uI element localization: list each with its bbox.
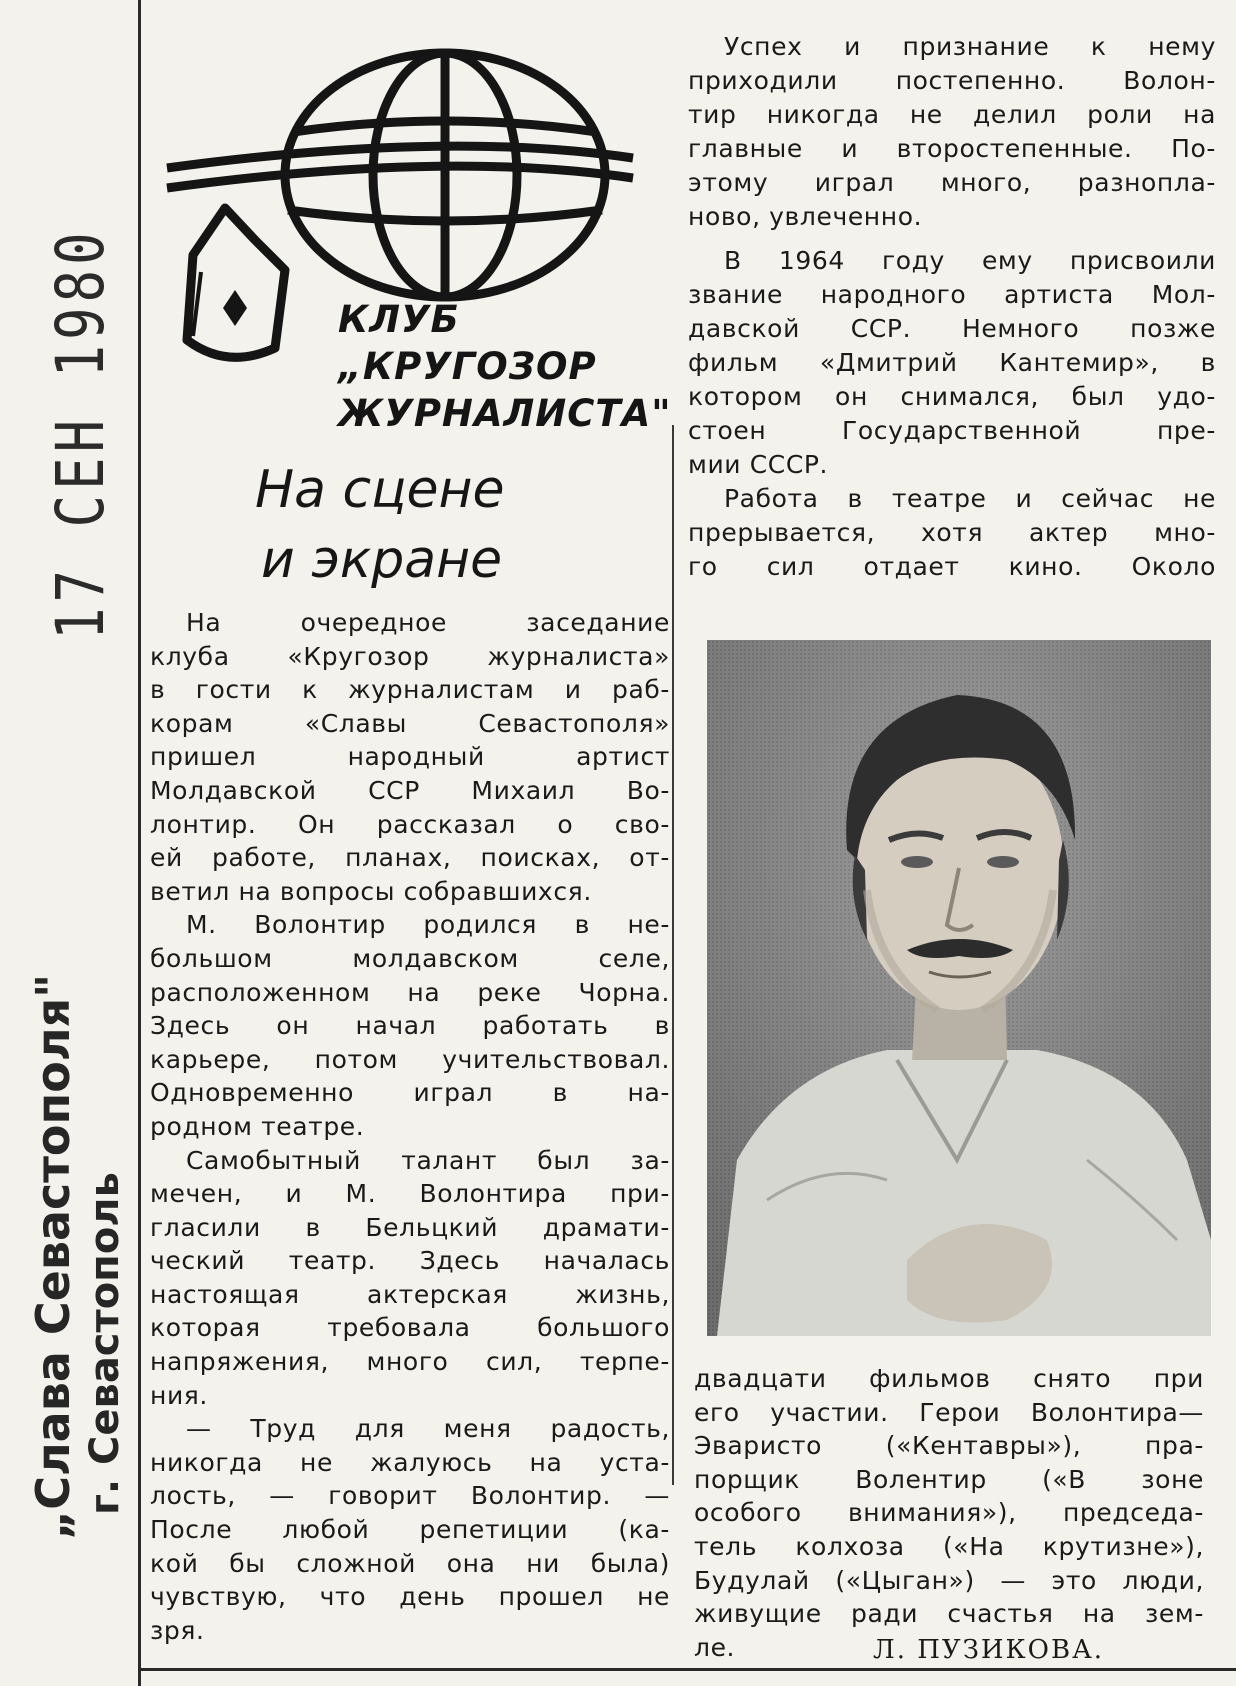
text-line: зря.: [150, 1615, 205, 1645]
archive-stamp-strip: [0, 0, 141, 1686]
text-line: расположенном на реке Чорна.: [150, 977, 670, 1007]
text-line: фильм «Дмитрий Кантемир», в: [688, 348, 1216, 377]
text-line: Работа в театре и сейчас не: [724, 484, 1216, 513]
text-line: родном театре.: [150, 1111, 365, 1141]
article-left-column: [150, 606, 670, 1647]
text-line: На очередное заседание: [186, 608, 670, 637]
text-line: приходили постепенно. Волон-: [688, 66, 1216, 95]
actor-portrait-photo: [707, 640, 1211, 1336]
text-line: мечен, и М. Волонтира при-: [150, 1179, 670, 1209]
text-line: Одновременно играл в на-: [150, 1078, 670, 1108]
bottom-border-rule: [138, 1668, 1236, 1671]
club-title-line: ЖУРНАЛИСТА": [338, 392, 672, 435]
text-line: чувствую, что день прошел не: [150, 1582, 670, 1612]
text-line: пришел народный артист: [150, 742, 670, 772]
text-line: лость, — говорит Волонтир. —: [150, 1481, 670, 1511]
stamp-newspaper-name: „Слава Севастополя": [26, 973, 80, 1540]
article-headline: [215, 455, 655, 595]
text-line: стоен Государственной пре-: [688, 416, 1216, 445]
text-line: Эваристо («Кентавры»), пра-: [694, 1431, 1204, 1461]
article-right-column-bottom: [694, 1362, 1204, 1664]
column-divider: [672, 425, 674, 1485]
article-right-column-top: [688, 30, 1216, 584]
headline-line: и экране: [261, 530, 503, 590]
text-line: После любой репетиции (ка-: [150, 1515, 670, 1545]
text-line: корам «Славы Севастополя»: [150, 708, 670, 738]
text-line: ния.: [150, 1380, 208, 1410]
text-line: двадцати фильмов снято при: [694, 1364, 1204, 1393]
text-line: ветил на вопросы собравшихся.: [150, 876, 592, 906]
club-title-line: КЛУБ: [338, 298, 460, 341]
text-line: М. Волонтир родился в не-: [186, 910, 670, 940]
text-line: ей работе, планах, поисках, от-: [150, 843, 670, 873]
text-line: особого внимания»), председа-: [694, 1498, 1204, 1528]
text-line: карьере, потом учительствовал.: [150, 1044, 670, 1074]
text-line: звание народного артиста Мол-: [688, 280, 1216, 309]
text-line: — Труд для меня радость,: [186, 1414, 670, 1444]
stamp-date: 17 СЕН 1980: [42, 227, 119, 640]
text-line: Здесь он начал работать в: [150, 1011, 670, 1041]
text-line: ново, увлеченно.: [688, 202, 923, 231]
text-line: порщик Волентир («В зоне: [694, 1464, 1204, 1494]
text-line: его участии. Герои Волонтира—: [694, 1397, 1204, 1427]
text-line: в гости к журналистам и раб-: [150, 675, 670, 705]
text-line: ческий театр. Здесь началась: [150, 1246, 670, 1276]
text-line: тель колхоза («На крутизне»),: [694, 1531, 1204, 1561]
text-line: большом молдавском селе,: [150, 943, 670, 973]
text-line: мии СССР.: [688, 450, 829, 479]
text-line: ле.: [694, 1632, 736, 1662]
text-line: го сил отдает кино. Около: [688, 552, 1216, 581]
stamp-city: г. Севастополь: [82, 1172, 128, 1515]
text-line: тир никогда не делил роли на: [688, 100, 1216, 129]
text-line: живущие ради счастья на зем-: [694, 1599, 1204, 1629]
text-line: лонтир. Он рассказал о сво-: [150, 809, 670, 839]
text-line: которая требовала большого: [150, 1313, 670, 1343]
text-line: кой бы сложной она ни была): [150, 1548, 670, 1578]
text-line: давской ССР. Немного позже: [688, 314, 1216, 343]
text-line: этому играл много, разнопла-: [688, 168, 1216, 197]
text-line: Будулай («Цыган») — это люди,: [694, 1565, 1204, 1595]
headline-line: На сцене: [255, 460, 505, 520]
text-line: напряжения, много сил, терпе-: [150, 1347, 670, 1377]
text-line: Самобытный талант был за-: [186, 1145, 670, 1175]
text-line: клуба «Кругозор журналиста»: [150, 641, 670, 671]
text-line: гласили в Бельцкий драмати-: [150, 1212, 670, 1242]
text-line: В 1964 году ему присвоили: [724, 246, 1216, 275]
text-line: Успех и признание к нему: [724, 32, 1216, 61]
text-line: котором он снимался, был удо-: [688, 382, 1216, 411]
text-line: прерывается, хотя актер мно-: [688, 518, 1216, 547]
club-title: [338, 296, 672, 437]
club-title-line: „КРУГОЗОР: [338, 345, 597, 388]
author-signature: Л. ПУЗИКОВА.: [873, 1635, 1105, 1665]
text-line: никогда не жалуюсь на уста-: [150, 1447, 670, 1477]
text-line: Молдавской ССР Михаил Во-: [150, 775, 670, 805]
text-line: главные и второстепенные. По-: [688, 134, 1216, 163]
text-line: настоящая актерская жизнь,: [150, 1279, 670, 1309]
